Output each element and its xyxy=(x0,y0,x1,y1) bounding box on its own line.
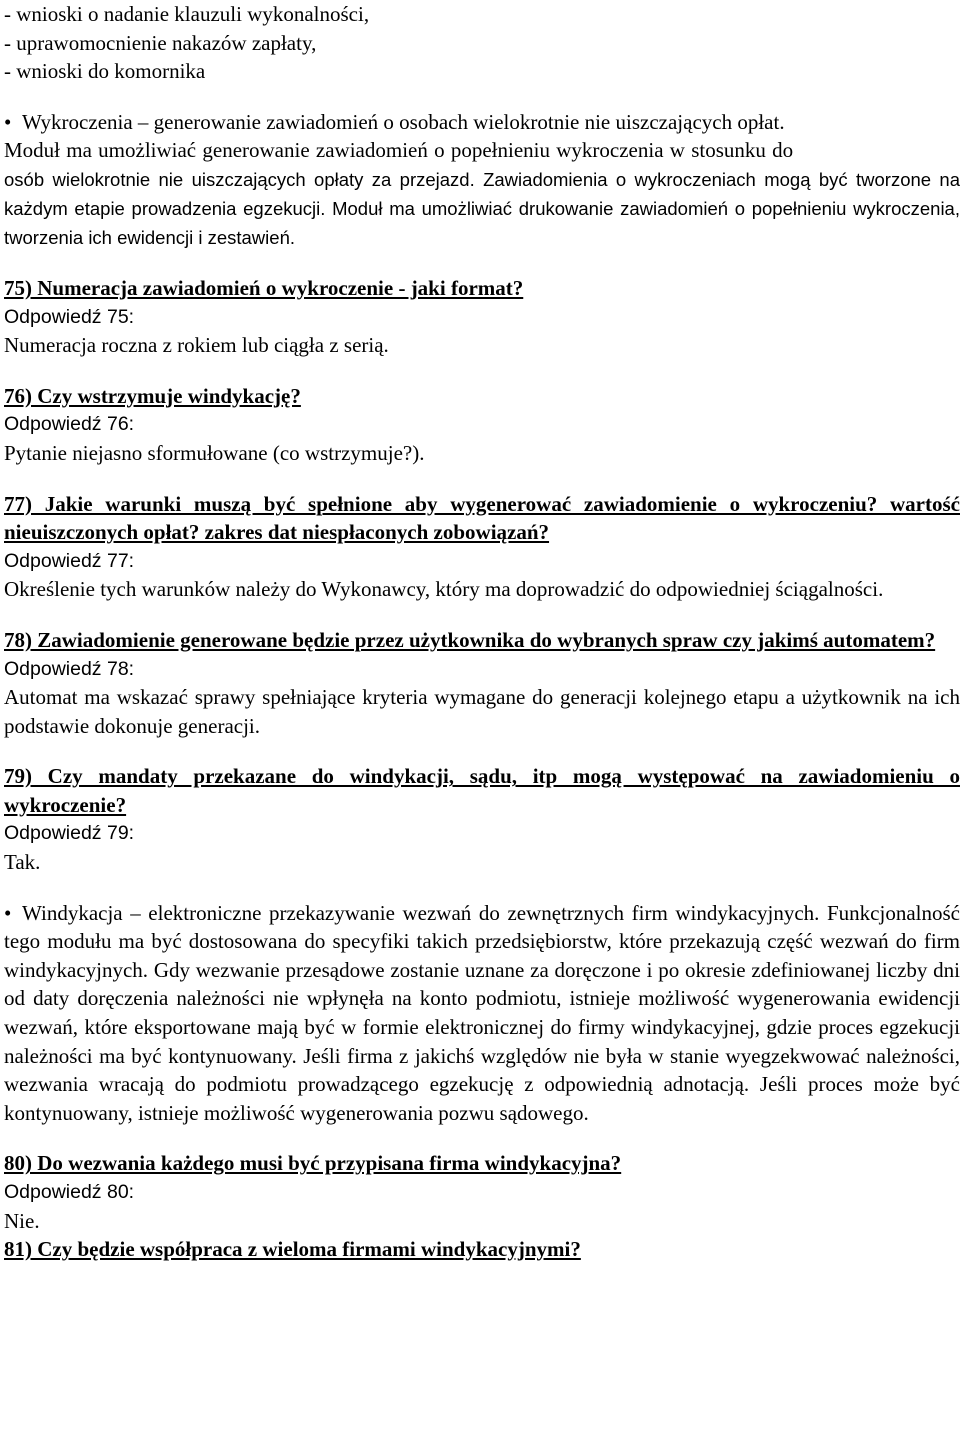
question: 75) Numeracja zawiadomień o wykroczenie - jaki format? xyxy=(4,275,524,300)
question: 79) Czy mandaty przekazane do windykacji, sądu, itp mogą występować na zawiadomieniu o wykroczenie? xyxy=(4,764,960,817)
answer-label: Odpowiedź 78: xyxy=(4,657,135,680)
section-windykacja xyxy=(4,899,960,1128)
answer: Nie. xyxy=(4,1208,40,1233)
paragraph-line: Moduł ma umożliwiać generowanie zawiadomień o popełnieniu wykroczenia w stosunku do xyxy=(4,138,794,163)
section-wykroczenia xyxy=(4,108,960,252)
spacer xyxy=(4,1127,960,1149)
question: 80) Do wezwania każdego musi być przypisana firma windykacyjna? xyxy=(4,1151,622,1176)
list-item: - wnioski o nadanie klauzuli wykonalności, xyxy=(4,2,370,26)
paragraph-body xyxy=(4,899,960,1128)
spacer xyxy=(4,877,960,899)
spacer xyxy=(4,740,960,762)
spacer xyxy=(4,360,960,382)
qa-block xyxy=(4,274,960,360)
answer: Tak. xyxy=(4,850,41,875)
answer-label: Odpowiedź 76: xyxy=(4,413,135,436)
question: 78) Zawiadomienie generowane będzie przez użytkownika do wybranych spraw czy jakimś automatem? xyxy=(4,627,936,652)
list-item: - wnioski do komornika xyxy=(4,59,206,84)
qa-block xyxy=(4,762,960,876)
answer-label: Odpowiedź 77: xyxy=(4,549,135,572)
paragraph-text: Windykacja – elektroniczne przekazywanie wezwań do zewnętrznych firm windykacyjnych. Funkcjonalność tego modułu ma być dostosowana do specyfiki takich przedsiębiorstw, które przekazują część wezwań do firm windykacyjnych. Gdy wezwanie przesądowe zostanie uznane za doręczone i po okresie zdefiniowanej liczby dni od daty doręczenia należności nie wpłynęła na konto podmiotu, istnieje możliwość wygenerowania ewidencji wezwań, które eksportowane mają być w formie elektronicznej do firmy windykacyjnej, gdzie proces egzekucji należności ma być kontynuowany. Jeśli firma z jakichś względów nie była w stanie wyegzekwować należności, wezwania wracają do podmiotu prowadzącego egzekucję z odpowiednią adnotacją. Jeśli proces może być kontynuowany, istnieje możliwość wygenerowania pozwu sądowego. xyxy=(4,900,960,1125)
spacer xyxy=(4,252,960,274)
answer: Automat ma wskazać sprawy spełniające kryteria wymagane do generacji kolejnego etapu a użytkownik na ich podstawie dokonuje generacji. xyxy=(4,685,960,738)
answer-label: Odpowiedź 79: xyxy=(4,822,135,845)
spacer xyxy=(4,468,960,490)
spacer xyxy=(4,86,960,108)
question: 77) Jakie warunki muszą być spełnione aby wygenerować zawiadomienie o wykroczeniu? wartość nieuiszczonych opłat? zakres dat niespłaconych zobowiązań? xyxy=(4,491,960,545)
answer: Numeracja roczna z rokiem lub ciągła z serią. xyxy=(4,333,389,358)
answer-label: Odpowiedź 80: xyxy=(4,1181,135,1203)
answer: Określenie tych warunków należy do Wykonawcy, który ma doprowadzić do odpowiedniej ściągalności. xyxy=(4,577,884,602)
section-title-text: Wykroczenia – generowanie zawiadomień o osobach wielokrotnie nie uiszczających opłat. xyxy=(22,109,785,134)
question: 81) Czy będzie współpraca z wieloma firmami windykacyjnymi? xyxy=(4,1237,581,1262)
section-title xyxy=(4,108,960,137)
bullet-icon: • xyxy=(4,900,12,925)
qa-block xyxy=(4,490,960,604)
question: 76) Czy wstrzymuje windykację? xyxy=(4,383,301,408)
answer: Pytanie niejasno sformułowane (co wstrzymuje?). xyxy=(4,440,425,465)
qa-block xyxy=(4,382,960,468)
qa-block xyxy=(4,626,960,740)
paragraph-body: osób wielokrotnie nie uiszczających opłaty za przejazd. Zawiadomienia o wykroczeniach mogą być tworzone na każdym etapie prowadzenia egzekucji. Moduł ma umożliwiać drukowanie zawiadomień o popełnieniu wykroczenia, tworzenia ich ewidencji i zestawień. xyxy=(4,168,960,248)
answer-label: Odpowiedź 75: xyxy=(4,305,135,328)
list-item: - uprawomocnienie nakazów zapłaty, xyxy=(4,30,317,55)
spacer xyxy=(4,604,960,626)
intro-list xyxy=(4,0,960,86)
qa-block xyxy=(4,1149,960,1235)
bullet-icon: • xyxy=(4,109,12,134)
